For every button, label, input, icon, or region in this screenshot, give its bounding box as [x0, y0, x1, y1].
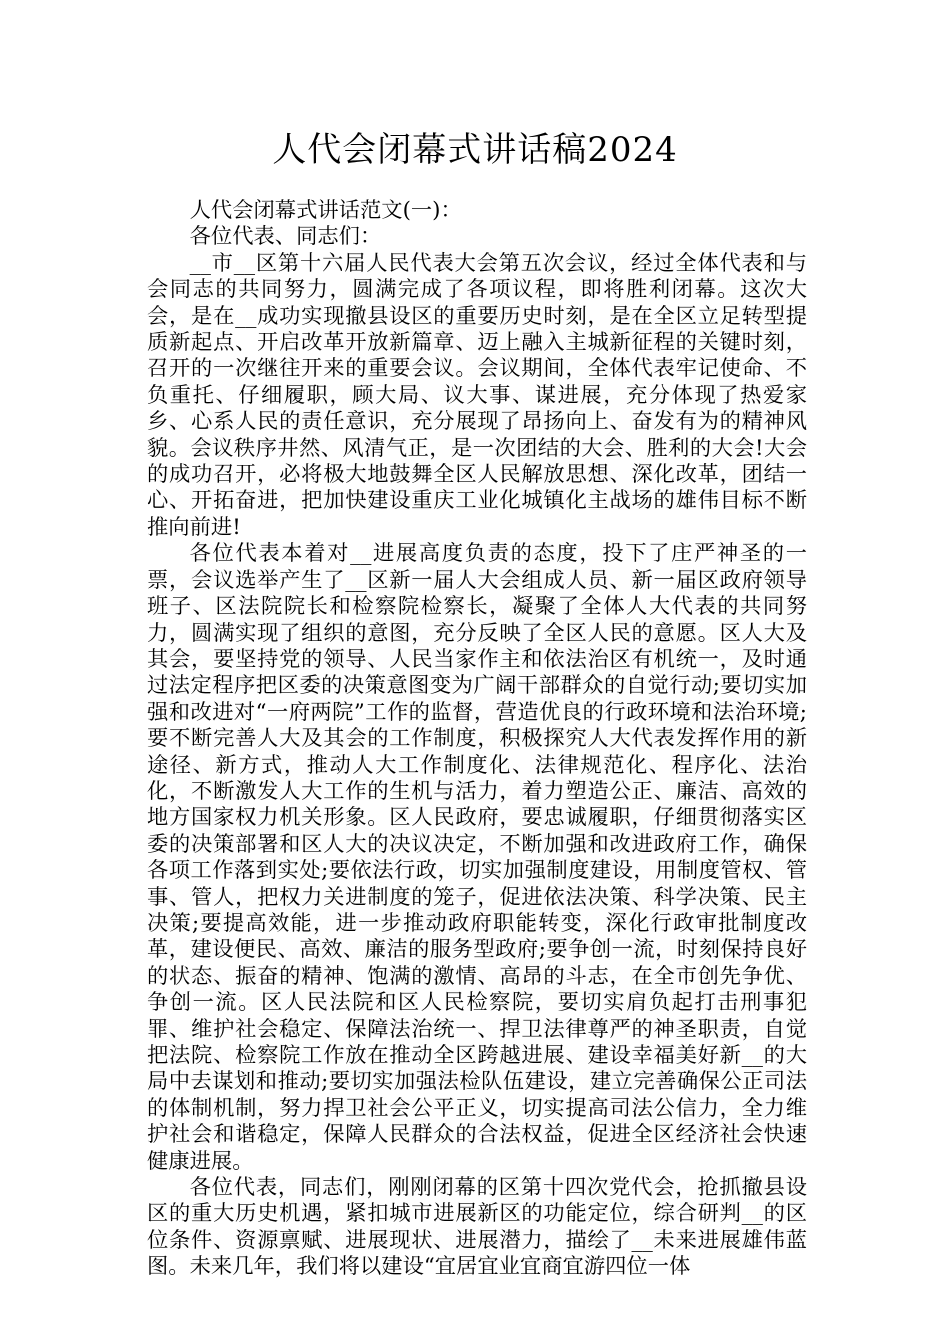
document-title: 人代会闭幕式讲话稿2024 [272, 130, 678, 170]
paragraph-salutation: 各位代表、同志们： [189, 224, 382, 250]
paragraph: __市__区第十六届人民代表大会第五次会议，经过全体代表和与会同志的共同努力，圆满完成了各项议程，即将胜利闭幕。这次大会，是在__成功实现撤县设区的重要历史时刻，是在全区立足转型提质新起点、开启改革开放新篇章、迈上融入主城新征程的关键时刻，召开的一次继往开来的重要会议。会议期间，全体代表牢记使命、不负重托、仔细履职，顾大局、议大事、谋进展，充分体现了热爱家乡、心系人民的责任意识，充分展现了昂扬向上、奋发有为的精神风貌。会议秩序井然、风清气正，是一次团结的大会、胜利的大会!大会的成功召开，必将极大地鼓舞全区人民解放思想、深化改革，团结一心、开拓奋进，把加快建设重庆工业化城镇化主战场的雄伟目标不断推向前进! [147, 250, 807, 540]
paragraph-heading: 人代会闭幕式讲话范文(一)： [189, 198, 462, 223]
document-body [147, 198, 807, 1281]
paragraph: 各位代表本着对__进展高度负责的态度，投下了庄严神圣的一票，会议选举产生了__区新一届人大会组成人员、新一届区政府领导班子、区法院院长和检察院检察长，凝聚了全体人大代表的共同努力，圆满实现了组织的意图，充分反映了全区人民的意愿。区人大及其会，要坚持党的领导、人民当家作主和依法治区有机统一，及时通过法定程序把区委的决策意图变为广阔干部群众的自觉行动;要切实加强和改进对“一府两院”工作的监督，营造优良的行政环境和法治环境;要不断完善人大及其会的工作制度，积极探究人大代表发挥作用的新途径、新方式，推动人大工作制度化、法律规范化、程序化、法治化，不断激发人大工作的生机与活力，着力塑造公正、廉洁、高效的地方国家权力机关形象。区人民政府，要忠诚履职，仔细贯彻落实区委的决策部署和区人大的决议决定，不断加强和改进政府工作，确保各项工作落到实处;要依法行政，切实加强制度建设，用制度管权、管事、管人，把权力关进制度的笼子，促进依法决策、科学决策、民主决策;要提高效能，进一步推动政府职能转变，深化行政审批制度改革，建设便民、高效、廉洁的服务型政府;要争创一流，时刻保持良好的状态、振奋的精神、饱满的激情、高昂的斗志，在全市创先争优、争创一流。区人民法院和区人民检察院，要切实肩负起打击刑事犯罪、维护社会稳定、保障法治统一、捍卫法律尊严的神圣职责，自觉把法院、检察院工作放在推动全区跨越进展、建设幸福美好新__的大局中去谋划和推动;要切实加强法检队伍建设，建立完善确保公正司法的体制机制，努力捍卫社会公平正义，切实提高司法公信力，全力维护社会和谐稳定，保障人民群众的合法权益，促进全区经济社会快速健康进展。 [147, 541, 807, 1174]
paragraph: 各位代表，同志们，刚刚闭幕的区第十四次党代会，抢抓撤县设区的重大历史机遇，紧扣城市进展新区的功能定位，综合研判__的区位条件、资源禀赋、进展现状、进展潜力，描绘了__未来进展雄伟蓝图。未来几年，我们将以建设“宜居宜业宜商宜游四位一体 [147, 1175, 807, 1280]
